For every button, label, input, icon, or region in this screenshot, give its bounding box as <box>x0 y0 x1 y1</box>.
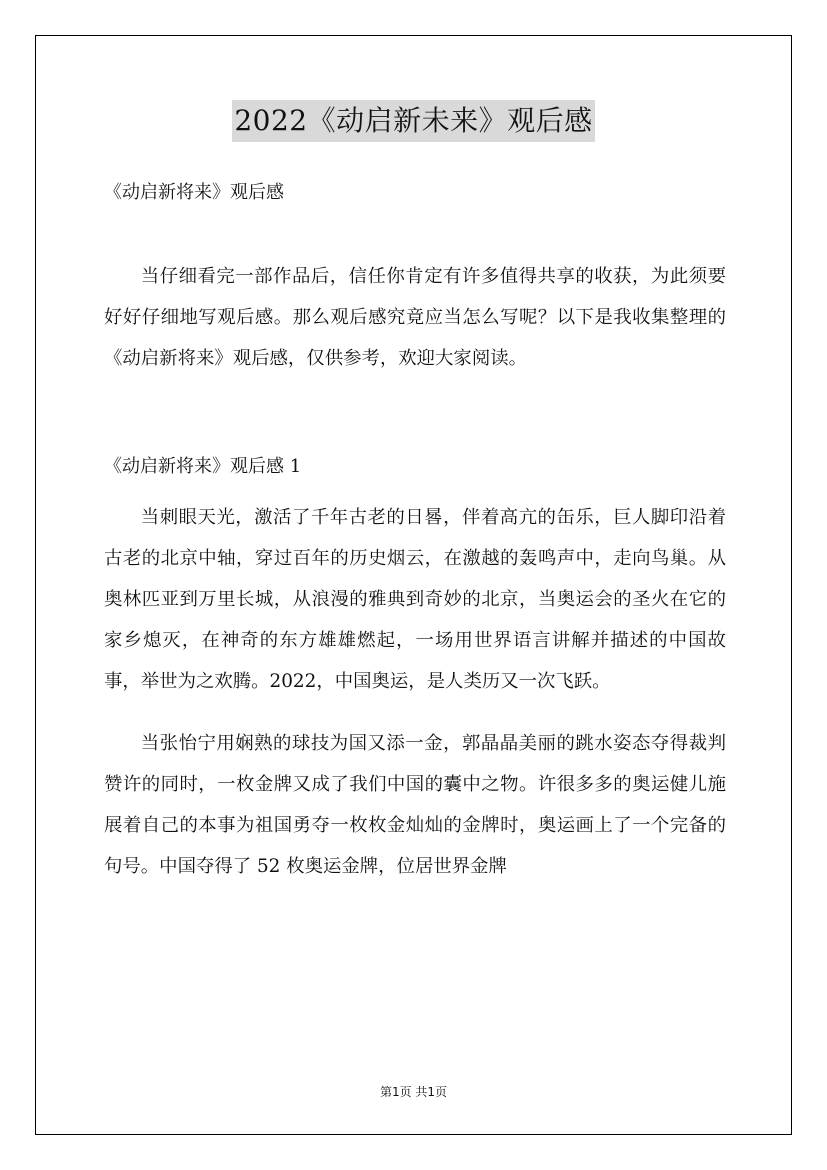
title-container <box>0 100 827 142</box>
section-paragraph-2: 当张怡宁用娴熟的球技为国又添一金，郭晶晶美丽的跳水姿态夺得裁判赞许的同时，一枚金牌又成了我们中国的囊中之物。许很多多的奥运健儿施展着自己的本事为祖国勇夺一枚枚金灿灿的金牌时，奥运画上了一个完备的句号。中国夺得了 52 枚奥运金牌，位居世界金牌 <box>104 733 726 877</box>
intro-block <box>104 256 726 379</box>
intro-paragraph: 当仔细看完一部作品后，信任你肯定有许多值得共享的收获，为此须要好好仔细地写观后感。那么观后感究竟应当怎么写呢？以下是我收集整理的《动启新将来》观后感，仅供参考，欢迎大家阅读。 <box>104 266 726 369</box>
document-subtitle: 《动启新将来》观后感 <box>104 182 284 203</box>
section-body <box>104 497 726 887</box>
document-title: 2022《动启新未来》观后感 <box>232 100 594 142</box>
section-heading: 《动启新将来》观后感 1 <box>104 456 302 477</box>
section-paragraph-1: 当刺眼天光，激活了千年古老的日晷，伴着高亢的缶乐，巨人脚印沿着古老的北京中轴，穿过百年的历史烟云，在激越的轰鸣声中，走向鸟巢。从奥林匹亚到万里长城，从浪漫的雅典到奇妙的北京，当奥运会的圣火在它的家乡熄灭，在神奇的东方雄雄燃起，一场用世界语言讲解并描述的中国故事，举世为之欢腾。2022，中国奥运，是人类历又一次飞跃。 <box>104 507 726 692</box>
page-footer: 第1页 共1页 <box>379 1085 448 1099</box>
